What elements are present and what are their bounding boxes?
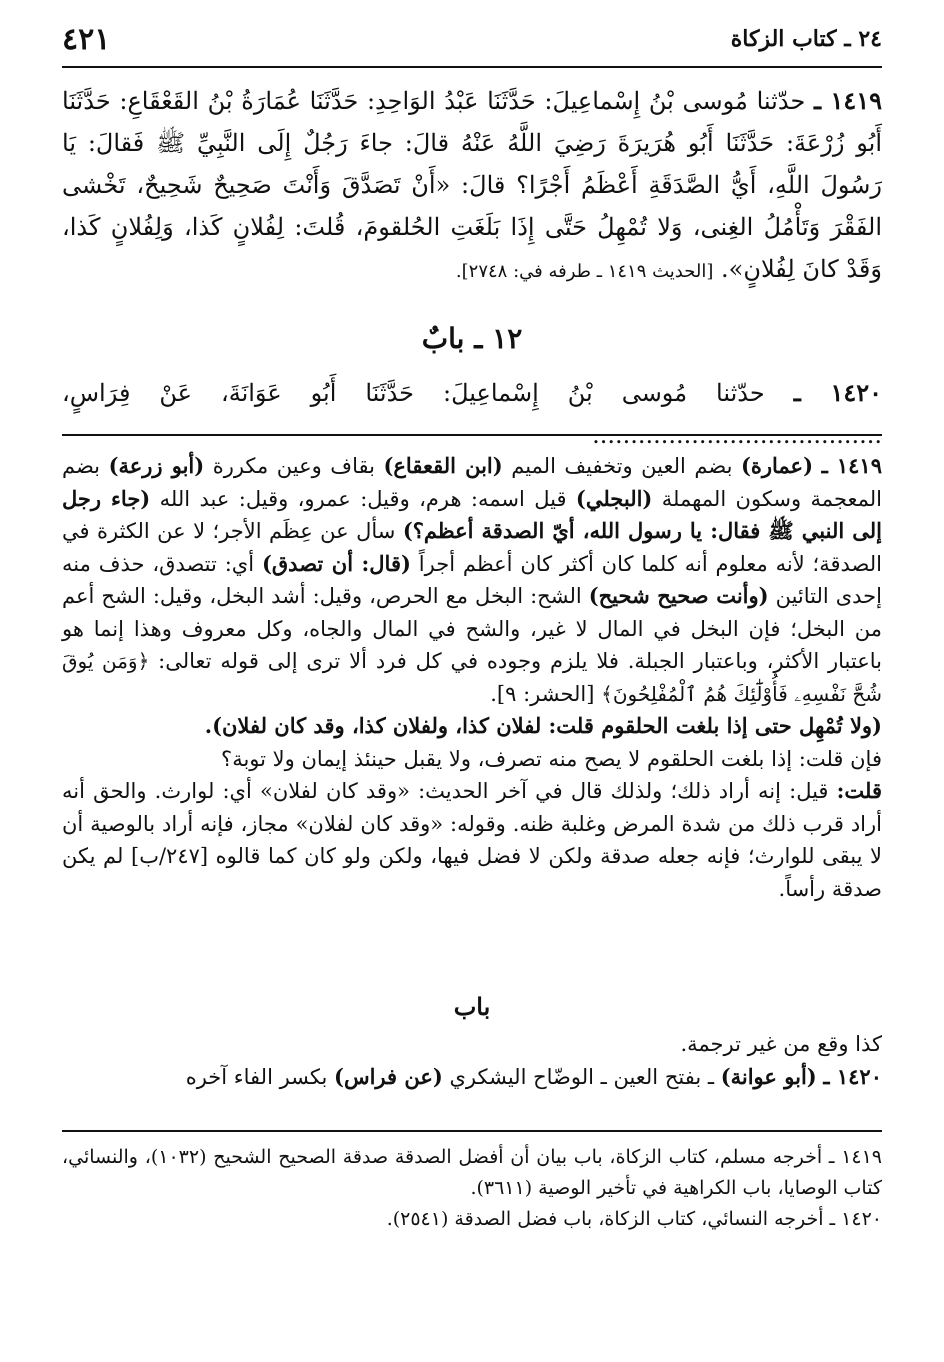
ellipsis-dots: ...................................... [592,421,882,449]
hadith-1420 [62,372,882,456]
commentary-rule [62,434,882,436]
footnotes [62,1142,882,1235]
page-number: ٤٢١ [62,22,111,57]
commentary-paragraph-4: قلت: قيل: إنه أراد ذلك؛ ولذلك قال في آخر الحديث: «وقد كان لفلان» أي: لوارث. والحق أنه أراد قرب ذلك من شدة المرض وغلبة ظنه. وقوله: «وقد كان لفلان» مجاز، فإنه أراد بالوصية أن لا يبقى للوارث؛ فإنه جعله صدقة ولكن لا فضل فيها، ولكن ولو كان كما قالوه [٢٤٧/ب] لم يكن صدقة رأساً. [62,778,882,901]
commentary-paragraph-5: كذا وقع من غير ترجمة. [680,1032,882,1056]
footnote-1420: ١٤٢٠ ـ أخرجه النسائي، كتاب الزكاة، باب فضل الصدقة (٢٥٤١). [386,1208,882,1230]
hadith-number: ١٤٢٠ ـ [793,378,882,407]
hadith-text: حدّثنا مُوسى بْنُ إِسْماعِيلَ: حَدَّثَنَا أَبُو عَوَانَةَ، عَنْ فِرَاسٍ، [62,379,765,407]
commentary-paragraph-6: ١٤٢٠ ـ (أبو عوانة) ـ بفتح العين ـ الوضّاح اليشكري (عن فراس) بكسر الفاء آخره [185,1063,882,1089]
commentary [62,450,882,905]
commentary-continued [62,1028,882,1093]
hadith-1420-paragraph [62,372,882,456]
commentary-paragraph-3: فإن قلت: إذا بلغت الحلقوم لا يصح منه تصرف، ولا يقبل حينئذ إيمان ولا توبة؟ [221,746,882,771]
hadith-reference: [الحديث ١٤١٩ ـ طرفه في: ٢٧٤٨]. [455,261,714,282]
footnote-rule [62,1130,882,1132]
quran-verse: ﴿وَمَن يُوقَ شُحَّ نَفْسِهِۦ فَأُوْلَٰٓئِكَ هُمُ ٱلْمُفْلِحُونَ﴾ [62,649,882,706]
bab-heading: ١٢ ـ بابٌ [421,322,523,355]
chapter-title: ٢٤ ـ كتاب الزكاة [730,26,882,52]
commentary-paragraph-1: ١٤١٩ ـ (عمارة) بضم العين وتخفيف الميم (ابن القعقاع) بقاف وعين مكررة (أبو زرعة) بضم المعجمة وسكون المهملة (البجلي) قيل اسمه: هرم، وقيل: عمرو، وقيل: عبد الله (جاء رجل إلى النبي ﷺ فقال: يا رسول الله، أيّ الصدقة أعظم؟) سأل عن عِظَم الأجر؛ لا عن الكثرة في الصدقة؛ لأنه معلوم أنه كلما كان أكثر كان أعظم أجراً (قال: أن تصدق) أي: تتصدق، حذف منه إحدى التائين (وأنت صحيح شحيح) الشح: البخل مع الحرص، وقيل: أشد البخل، وقيل: الشح أعم من البخل؛ فإن البخل في المال لا غير، والشح في المال والجاه، وكل معروف وهذا إنما هو باعتبار الأكثر، وباعتبار الجبلة. فلا يلزم وجوده في كل فرد ألا ترى إلى قوله تعالى: ﴿وَمَن يُوقَ شُحَّ نَفْسِهِۦ فَأُوْلَٰٓئِكَ هُمُ ٱلْمُفْلِحُونَ﴾ [الحشر: ٩]. [62,453,883,706]
hadith-1419 [62,80,882,293]
header-rule [62,66,882,68]
hadith-number: ١٤١٩ ـ [813,86,882,115]
page-header [62,22,882,62]
commentary-bab-heading: باب [453,992,491,1021]
hadith-1419-paragraph [62,80,882,293]
hadith-text: حدّثنا مُوسى بْنُ إِسْماعِيلَ: حَدَّثَنَا عَبْدُ الوَاحِدِ: حَدَّثَنَا عُمَارَةُ بْنُ القَعْقَاعِ: حَدَّثَنَا أَبُو زُرْعَةَ: حَدَّثَنَا أَبُو هُرَيرَةَ رَضِيَ اللَّهُ عَنْهُ قالَ: جاءَ رَجُلٌ إِلَى النَّبِيِّ ﷺ فَقالَ: يَا رَسُولَ اللَّهِ، أَيُّ الصَّدَقَةِ أَعْظَمُ أَجْرًا؟ قالَ: «أَنْ تَصَدَّقَ وَأَنْتَ صَحِيحٌ شَحِيحٌ، تَخْشى الفَقْرَ وَتَأْمُلُ الغِنى، وَلا تُمْهِلُ حَتَّى إِذَا بَلَغَتِ الحُلقومَ، قُلتَ: لِفُلانٍ كَذا، وَلِفُلانٍ كَذا، وَقَدْ كانَ لِفُلانٍ». [62,87,882,283]
quran-reference: [الحشر: ٩]. [490,681,602,706]
footnote-1419: ١٤١٩ ـ أخرجه مسلم، كتاب الزكاة، باب بيان أن أفضل الصدقة صدقة الصحيح الشحيح (١٠٣٢)، والنسائي، كتاب الوصايا، باب الكراهية في تأخير الوصية (٣٦١١). [62,1146,883,1199]
commentary-paragraph-2: (ولا تُمْهِل حتى إذا بلغت الحلقوم قلت: لفلان كذا، ولفلان كذا، وقد كان لفلان). [204,713,882,738]
